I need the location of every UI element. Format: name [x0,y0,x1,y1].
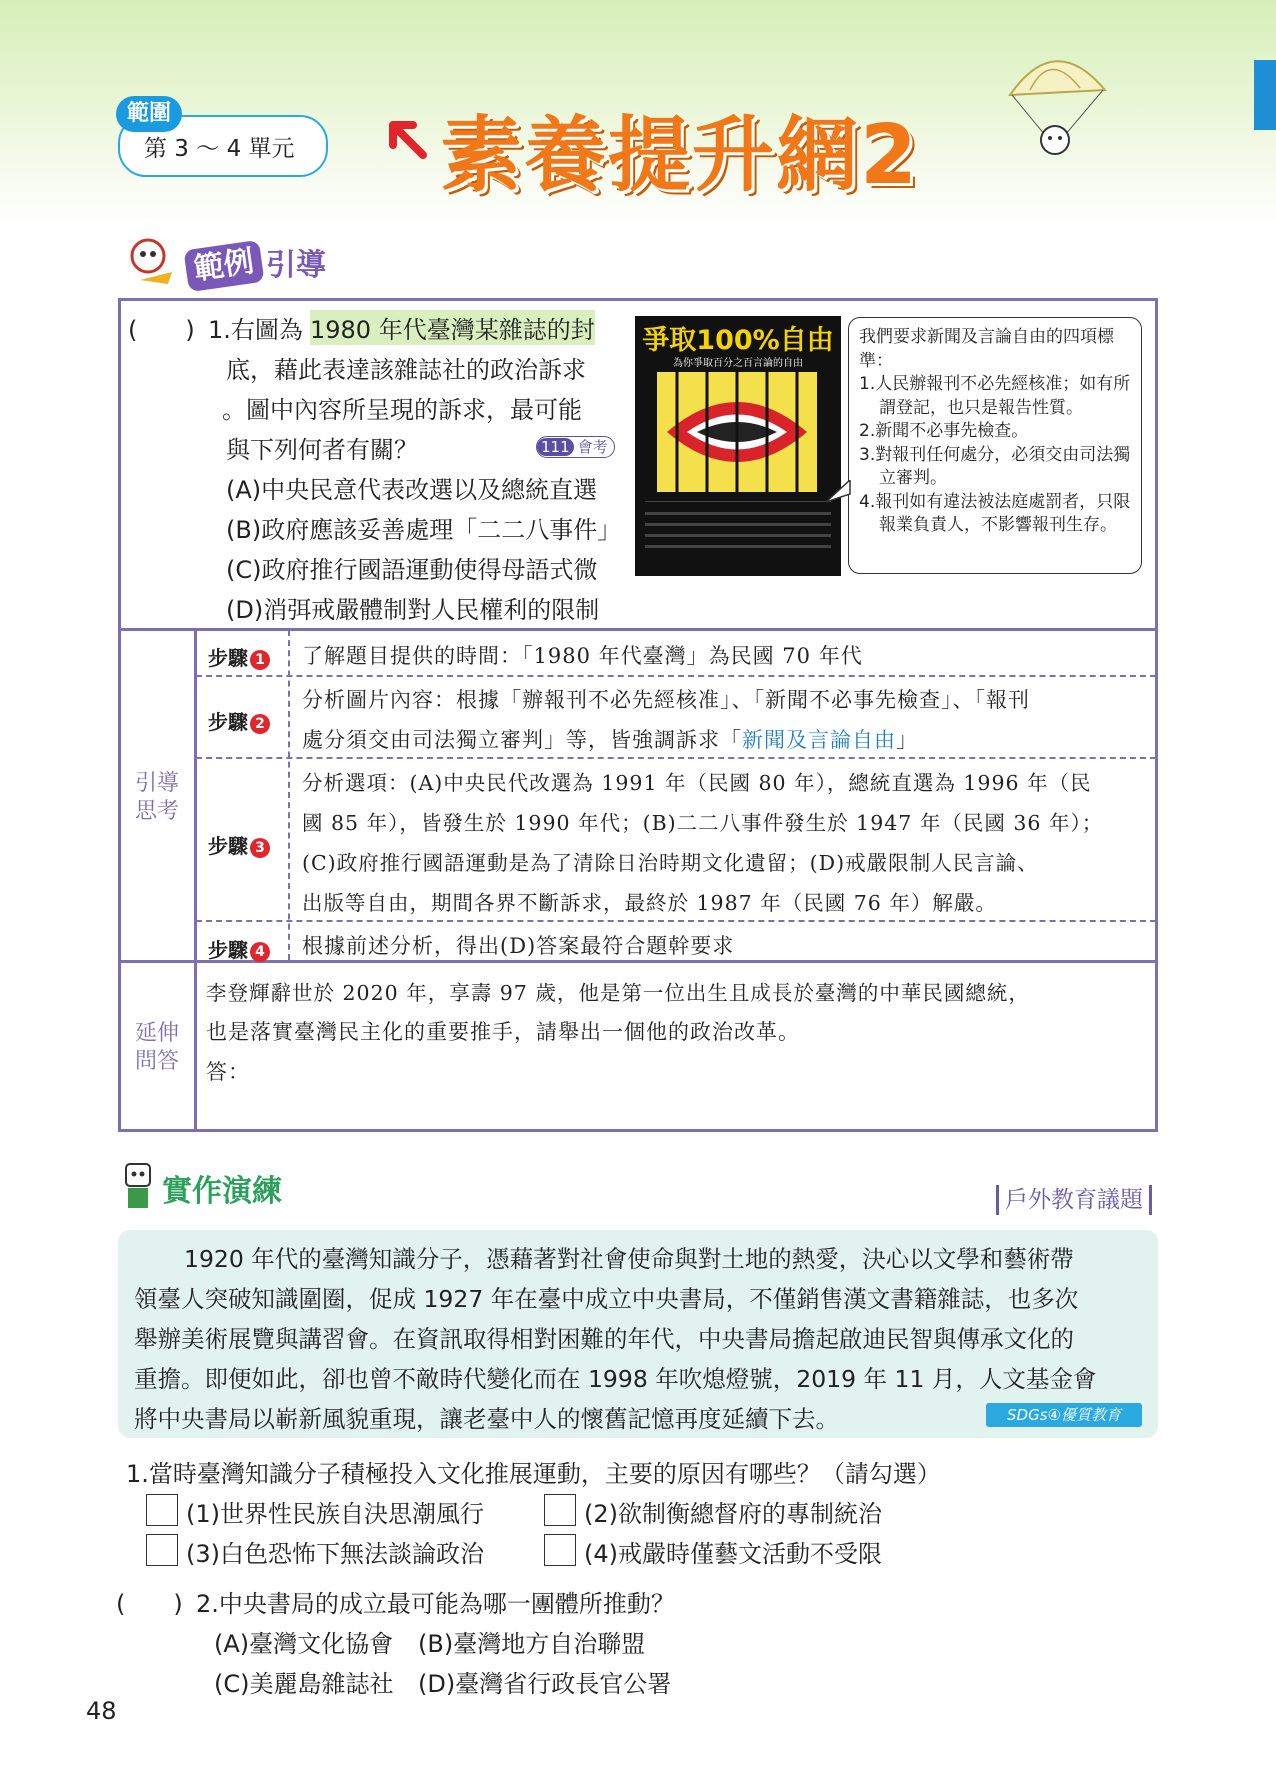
step-3-line-4: 出版等自由，期間各界不斷訴求，最終於 1987 年（民國 76 年）解嚴。 [302,891,997,915]
step-2-line-2a: 處分須交由司法獨立審判」等，皆強調訴求「 [302,728,742,752]
step-3-line-2: 國 85 年），皆發生於 1990 年代；(B)二二八事件發生於 1947 年（民國 36 年）； [302,811,1104,835]
exam-year: 111 [537,438,574,456]
step-column-divider [288,630,290,960]
q2-option-c: (C)美麗島雜誌社 [214,1670,394,1698]
page-number: 48 [86,1697,117,1725]
speech-bubble [848,317,1142,574]
option-d: (D)消弭戒嚴體制對人民權利的限制 [226,596,600,624]
step-1-text: 了解題目提供的時間：「1980 年代臺灣」為民國 70 年代 [302,644,863,668]
extension-line-1: 李登輝辭世於 2020 年，享壽 97 歲，他是第一位出生且成長於臺灣的中華民國總統， [206,981,1030,1005]
step-2-line-2 [302,724,918,754]
step-number: 3 [250,838,270,858]
topic-tag: 戶外教育議題 [996,1185,1152,1215]
guide-side-label [126,770,188,826]
reading-line-2: 領臺人突破知識圍圈，促成 1927 年在臺中成立中央書局，不僅銷售漢文書籍雜誌，也多次 [134,1285,1079,1313]
checkbox-option-3[interactable] [146,1534,178,1566]
step-2-line-1: 分析圖片內容：根據「辦報刊不必先經核准」、「新聞不必事先檢查」、「報刊 [302,688,1030,712]
reading-line-4: 重擔。即便如此，卻也曾不敵時代變化而在 1998 年吹熄燈號，2019 年 11 月，人文基金會 [134,1365,1097,1393]
step-number: 2 [250,714,270,734]
question-line-4: 與下列何者有關？ [226,436,418,464]
question-line-3: 。圖中內容所呈現的訴求，最可能 [222,396,582,424]
option-c: (C)政府推行國語運動使得母語式微 [226,556,598,584]
bubble-item-4: 4.報刊如有違法被法庭處罰者，只限報業負責人，不影響報刊生存。 [859,491,1131,535]
robot-mascot-icon [118,1160,158,1216]
step-3-label [208,830,270,859]
row-divider [196,675,1156,677]
poster-small-text [645,501,831,568]
example-title-rest: 引導 [266,248,326,283]
step-number: 1 [250,650,270,670]
divider-line [120,960,1156,963]
step-2-line-2c: 」 [896,728,918,752]
step-word: 步驟 [208,834,248,858]
step-word: 步驟 [208,938,248,962]
page-title: 素養提升網2 [440,108,920,203]
column-divider [194,630,197,1130]
extension-side-label-2: 問答 [134,1049,179,1074]
option-b: (B)政府應該妥善處理「二二八事件」 [226,516,622,544]
step-2-highlight: 新聞及言論自由 [742,728,896,752]
practice-question-1: 1.當時臺灣知識分子積極投入文化推展運動，主要的原因有哪些？（請勾選） [126,1460,941,1488]
bubble-item-2: 2.新聞不必事先檢查。 [859,421,1029,441]
robot-mascot-icon [120,232,182,294]
q1-option-3: (3)白色恐怖下無法談論政治 [186,1540,484,1568]
example-section-title [186,240,326,287]
range-label: 範圍 [116,96,182,132]
checkbox-option-2[interactable] [544,1494,576,1526]
q2-option-b: (B)臺灣地方自治聯盟 [418,1630,646,1658]
extension-line-2: 也是落實臺灣民主化的重要推手，請舉出一個他的政治改革。 [206,1020,800,1044]
step-3-line-1: 分析選項：(A)中央民代改選為 1991 年（民國 80 年），總統直選為 1996 年（民 [302,771,1092,795]
step-number: 4 [250,942,270,962]
step-2-label [208,706,270,735]
step-3-line-3: (C)政府推行國語運動是為了清除日治時期文化遺留；(D)戒嚴限制人民言論、 [302,851,1039,875]
q1-option-2: (2)欲制衡總督府的專制統治 [584,1500,882,1528]
q2-option-d: (D)臺灣省行政長官公署 [418,1670,672,1698]
step-4-label [208,934,270,963]
reading-line-1: 1920 年代的臺灣知識分子，憑藉著對社會使命與對土地的熱愛，決心以文學和藝術帶 [184,1245,1074,1273]
question-line-1a: 1.右圖為 [208,316,303,344]
step-4-text: 根據前述分析，得出(D)答案最符合題幹要求 [302,934,735,958]
step-word: 步驟 [208,646,248,670]
parachute-mascot-icon [990,40,1120,160]
answer-label: 答： [206,1060,250,1084]
question-line-2: 底，藉此表達該雜誌社的政治訴求 [226,356,586,384]
exam-name: 會考 [577,438,608,456]
q2-option-a: (A)臺灣文化協會 [214,1630,394,1658]
magazine-poster-image [635,316,841,576]
poster-title: 爭取100%自由 [642,325,834,356]
row-divider [196,757,1156,759]
q1-option-4: (4)戒嚴時僅藝文活動不受限 [584,1540,882,1568]
arrow-icon [373,105,433,165]
bubble-item-3: 3.對報刊任何處分，必須交由司法獨立審判。 [859,444,1131,488]
divider-line [118,628,1158,631]
mouth-bars-icon [657,372,817,492]
bubble-tail [824,480,852,510]
extension-side-label-1: 延伸 [134,1021,179,1046]
bubble-item-1: 1.人民辦報刊不必先經核准；如有所謂登記，也只是報告性質。 [859,374,1131,418]
step-word: 步驟 [208,710,248,734]
sdgs-tag: SDGs④優質教育 [986,1403,1142,1427]
reading-line-3: 舉辦美術展覽與講習會。在資訊取得相對困難的年代，中央書局擔起啟迪民智與傳承文化的 [134,1325,1074,1353]
checkbox-option-1[interactable] [146,1494,178,1526]
question-paren: ( ) [128,316,195,344]
range-text: 第 3 ～ 4 單元 [144,136,295,162]
guide-side-label-1: 引導 [134,771,179,796]
example-title-main: 範例 [183,240,264,292]
practice-section-title: 實作演練 [162,1174,282,1209]
option-a: (A)中央民意代表改選以及總統直選 [226,476,598,504]
step-1-label [208,642,270,671]
row-divider [196,920,1156,922]
reading-line-5: 將中央書局以嶄新風貌重現，讓老臺中人的懷舊記憶再度延續下去。 [134,1405,839,1433]
question-line-1b: 1980 年代臺灣某雜誌的封 [310,310,595,345]
exam-tag [536,432,615,460]
q1-option-1: (1)世界性民族自決思潮風行 [186,1500,484,1528]
poster-subtitle: 為你爭取百分之百言論的自由 [673,358,803,369]
q2-paren: ( ) [116,1590,183,1618]
checkbox-option-4[interactable] [544,1534,576,1566]
bubble-intro: 我們要求新聞及言論自由的四項標準： [859,327,1114,371]
extension-side-label [126,1020,188,1076]
practice-question-2: 2.中央書局的成立最可能為哪一團體所推動？ [196,1590,675,1618]
guide-side-label-2: 思考 [134,799,179,824]
